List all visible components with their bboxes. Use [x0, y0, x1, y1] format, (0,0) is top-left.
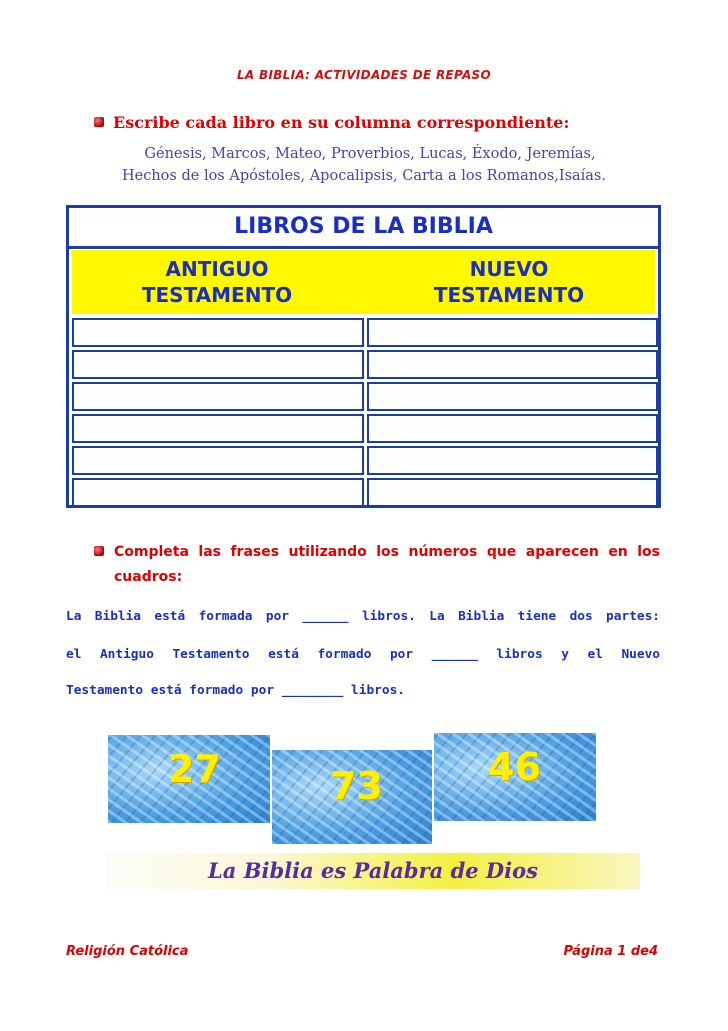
- new-testament-cell[interactable]: [367, 478, 658, 507]
- column-header-new-testament: [364, 256, 654, 308]
- old-testament-cell[interactable]: [72, 446, 364, 475]
- books-table: [66, 205, 661, 508]
- number-46: 46: [488, 745, 541, 789]
- old-testament-cell[interactable]: [72, 478, 364, 507]
- column-header-old-testament: [72, 256, 362, 308]
- page-header-title: LA BIBLIA: ACTIVIDADES DE REPASO: [236, 68, 492, 82]
- sentence-line-1: La Biblia está formada por ______ libros. La Biblia tiene dos partes:: [66, 609, 660, 624]
- bullet-icon: [94, 117, 104, 127]
- column-header-label: TESTAMENTO: [433, 283, 585, 307]
- table-row: [72, 478, 655, 507]
- column-header-label: TESTAMENTO: [141, 283, 293, 307]
- new-testament-cell[interactable]: [367, 382, 658, 411]
- sentence-line-2: el Antiguo Testamento está formado por ______ libros y el Nuevo: [66, 647, 660, 662]
- footer-subject: Religión Católica: [66, 944, 189, 959]
- new-testament-cell[interactable]: [367, 446, 658, 475]
- number-box-27: [108, 735, 270, 823]
- table-row: [72, 318, 655, 347]
- new-testament-cell[interactable]: [367, 318, 658, 347]
- table-row: [72, 446, 655, 475]
- column-header-label: NUEVO: [469, 257, 549, 281]
- old-testament-cell[interactable]: [72, 318, 364, 347]
- motto-banner: La Biblia es Palabra de Dios: [106, 853, 640, 889]
- old-testament-cell[interactable]: [72, 414, 364, 443]
- number-box-46: [434, 733, 596, 821]
- number-27: 27: [168, 747, 221, 791]
- word-list-line-1: Génesis, Marcos, Mateo, Proverbios, Lucas, Éxodo, Jeremías,: [144, 146, 596, 162]
- table-row: [72, 350, 655, 379]
- table-header-row: [72, 250, 655, 314]
- column-header-label: ANTIGUO: [165, 257, 269, 281]
- table-row: [72, 414, 655, 443]
- sentence-line-3: Testamento está formado por ________ libros.: [66, 683, 405, 698]
- table-row: [72, 382, 655, 411]
- new-testament-cell[interactable]: [367, 350, 658, 379]
- old-testament-cell[interactable]: [72, 382, 364, 411]
- number-73: 73: [330, 764, 383, 808]
- activity1-instruction: Escribe cada libro en su columna correspondiente:: [113, 113, 570, 132]
- new-testament-cell[interactable]: [367, 414, 658, 443]
- footer-page-number: Página 1 de4: [563, 944, 658, 959]
- table-title: LIBROS DE LA BIBLIA: [69, 208, 658, 249]
- activity2-instruction: Completa las frases utilizando los números que aparecen en los cuadros:: [114, 544, 660, 585]
- bullet-icon: [94, 546, 104, 556]
- word-list-line-2: Hechos de los Apóstoles, Apocalipsis, Carta a los Romanos,Isaías.: [122, 168, 606, 184]
- old-testament-cell[interactable]: [72, 350, 364, 379]
- number-box-73: [272, 750, 432, 844]
